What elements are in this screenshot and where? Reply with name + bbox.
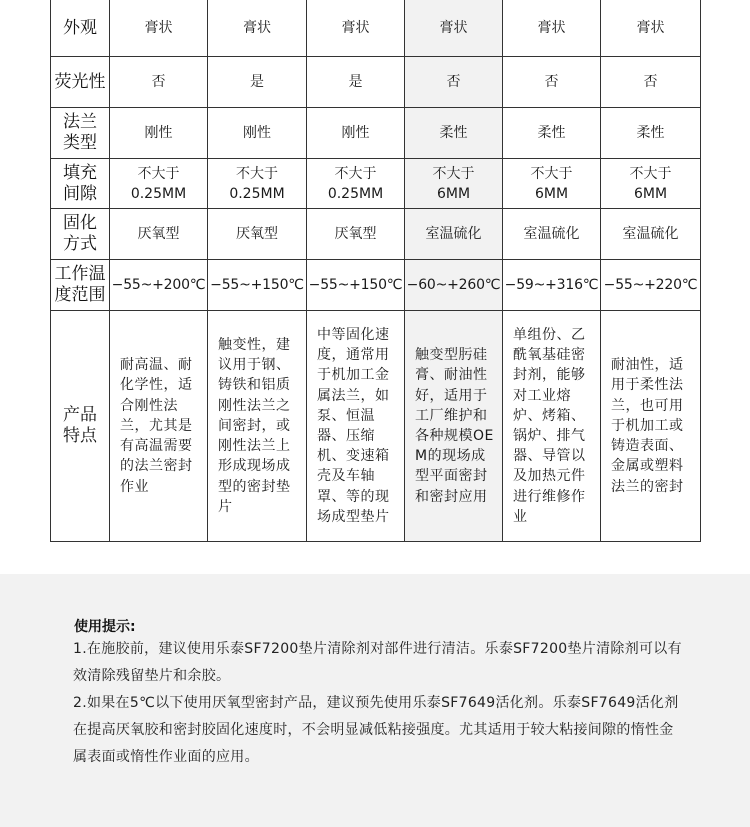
cell-flange-type-product-2: 刚性 xyxy=(208,108,307,159)
cell-flange-type-product-4: 柔性 xyxy=(405,108,503,159)
table-row-fluorescence xyxy=(51,57,701,108)
table-row-features xyxy=(51,311,701,542)
row-header-temp-range: 工作温 度范围 xyxy=(51,260,110,311)
cell-features-product-5: 单组份、乙酰氧基硅密封剂，能够对工业熔炉、烤箱、锅炉、排气器、导管以及加热元件进行维修作业 xyxy=(503,311,601,542)
cell-fluorescence-product-1: 否 xyxy=(110,57,208,108)
cell-flange-type-product-5: 柔性 xyxy=(503,108,601,159)
cell-temp-range-product-2: −55~+150℃ xyxy=(208,260,307,311)
cell-temp-range-product-5: −59~+316℃ xyxy=(503,260,601,311)
tips-title: 使用提示: xyxy=(74,619,136,635)
cell-appearance-product-1: 膏状 xyxy=(110,0,208,57)
row-header-fill-gap: 填充 间隙 xyxy=(51,159,110,209)
cell-temp-range-product-1: −55~+200℃ xyxy=(110,260,208,311)
cell-features-product-2: 触变性，建议用于钢、铸铁和铝质刚性法兰之间密封，或刚性法兰上形成现场成型的密封垫片 xyxy=(208,311,307,542)
cell-fill-gap-product-2: 不大于 0.25MM xyxy=(208,159,307,209)
row-header-fluorescence: 荧光性 xyxy=(51,57,110,108)
cell-appearance-product-4: 膏状 xyxy=(405,0,503,57)
spec-table xyxy=(50,0,701,542)
cell-fill-gap-product-4: 不大于 6MM xyxy=(405,159,503,209)
row-header-features: 产品 特点 xyxy=(51,311,110,542)
cell-appearance-product-2: 膏状 xyxy=(208,0,307,57)
cell-features-product-4: 触变型肟硅膏、耐油性好，适用于工厂维护和各种规模OEM的现场成型平面密封和密封应用 xyxy=(405,311,503,542)
cell-fluorescence-product-2: 是 xyxy=(208,57,307,108)
cell-cure-method-product-6: 室温硫化 xyxy=(601,209,701,260)
tip-item-2: 2.如果在5℃以下使用厌氧型密封产品，建议预先使用乐泰SF7649活化剂。乐泰SF7649活化剂在提高厌氧胶和密封胶固化速度时，不会明显减低粘接强度。尤其适用于较大粘接间隙的惰性金属表面或惰性作业面的应用。 xyxy=(73,695,679,765)
cell-appearance-product-5: 膏状 xyxy=(503,0,601,57)
usage-tips-panel xyxy=(0,574,750,827)
tip-item-1: 1.在施胶前，建议使用乐泰SF7200垫片清除剂对部件进行清洁。乐泰SF7200垫片清除剂可以有效清除残留垫片和余胶。 xyxy=(73,641,682,684)
cell-temp-range-product-3: −55~+150℃ xyxy=(307,260,405,311)
cell-fluorescence-product-3: 是 xyxy=(307,57,405,108)
row-header-flange-type: 法兰 类型 xyxy=(51,108,110,159)
cell-fill-gap-product-3: 不大于 0.25MM xyxy=(307,159,405,209)
cell-cure-method-product-1: 厌氧型 xyxy=(110,209,208,260)
cell-temp-range-product-6: −55~+220℃ xyxy=(601,260,701,311)
row-header-cure-method: 固化 方式 xyxy=(51,209,110,260)
cell-temp-range-product-4: −60~+260℃ xyxy=(405,260,503,311)
table-row-cure-method xyxy=(51,209,701,260)
cell-cure-method-product-4: 室温硫化 xyxy=(405,209,503,260)
cell-cure-method-product-5: 室温硫化 xyxy=(503,209,601,260)
cell-fill-gap-product-6: 不大于 6MM xyxy=(601,159,701,209)
table-row-appearance xyxy=(51,0,701,57)
table-row-temp-range xyxy=(51,260,701,311)
cell-fill-gap-product-1: 不大于 0.25MM xyxy=(110,159,208,209)
row-header-appearance: 外观 xyxy=(51,0,110,57)
cell-flange-type-product-1: 刚性 xyxy=(110,108,208,159)
cell-fluorescence-product-4: 否 xyxy=(405,57,503,108)
cell-features-product-1: 耐高温、耐化学性，适合刚性法兰，尤其是有高温需要的法兰密封作业 xyxy=(110,311,208,542)
spec-table-container xyxy=(50,0,700,542)
cell-appearance-product-3: 膏状 xyxy=(307,0,405,57)
cell-cure-method-product-3: 厌氧型 xyxy=(307,209,405,260)
cell-flange-type-product-3: 刚性 xyxy=(307,108,405,159)
cell-features-product-6: 耐油性，适用于柔性法兰，也可用于机加工或铸造表面、金属或塑料法兰的密封 xyxy=(601,311,701,542)
cell-fluorescence-product-5: 否 xyxy=(503,57,601,108)
cell-flange-type-product-6: 柔性 xyxy=(601,108,701,159)
cell-fill-gap-product-5: 不大于 6MM xyxy=(503,159,601,209)
cell-appearance-product-6: 膏状 xyxy=(601,0,701,57)
cell-fluorescence-product-6: 否 xyxy=(601,57,701,108)
table-row-fill-gap xyxy=(51,159,701,209)
table-row-flange-type xyxy=(51,108,701,159)
cell-features-product-3: 中等固化速度，通常用于机加工金属法兰，如泵、恒温器、压缩机、变速箱壳及车轴罩、等的现场成型垫片 xyxy=(307,311,405,542)
cell-cure-method-product-2: 厌氧型 xyxy=(208,209,307,260)
